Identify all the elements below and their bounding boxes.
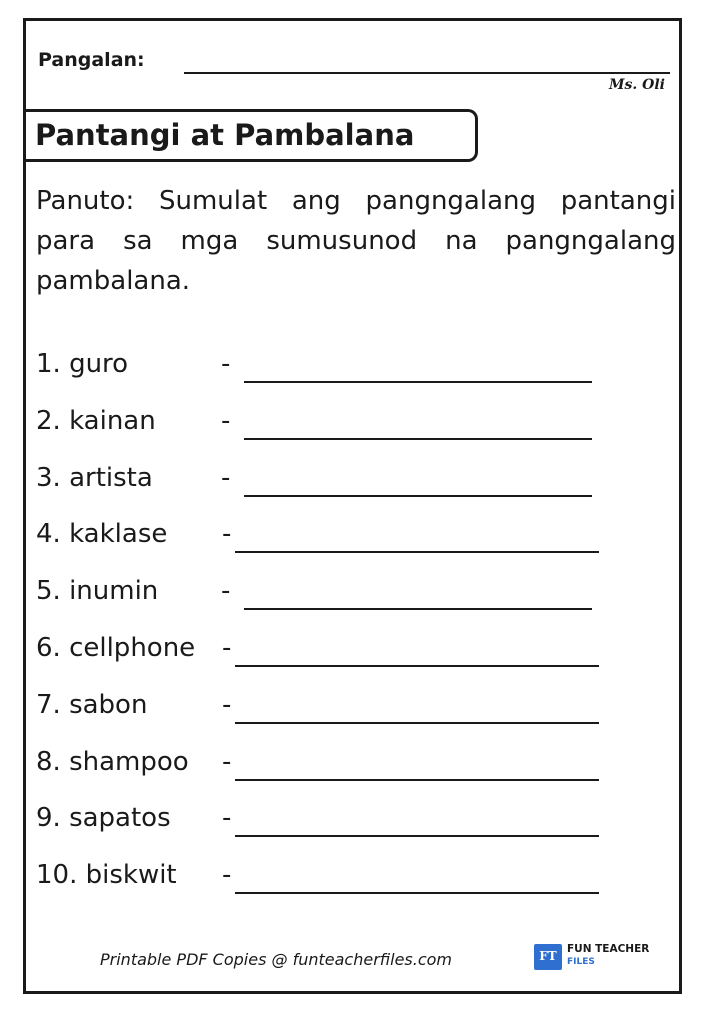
instructions: Panuto: Sumulat ang pangngalang pantangi para sa mga sumusunod na pangngalang pambalana. bbox=[36, 186, 676, 296]
item-label: 5. inumin bbox=[36, 576, 159, 607]
item-label: 8. shampoo bbox=[36, 746, 189, 777]
item-label: 7. sabon bbox=[36, 689, 148, 720]
item-label: 9. sapatos bbox=[36, 803, 171, 834]
item-label: 10. biskwit bbox=[36, 860, 177, 891]
item-dash: - bbox=[222, 803, 232, 834]
item-label: 6. cellphone bbox=[36, 632, 196, 663]
item-dash: - bbox=[221, 576, 231, 607]
item-label: 3. artista bbox=[36, 462, 153, 493]
answer-line bbox=[244, 381, 592, 383]
item-dash: - bbox=[222, 746, 232, 777]
answer-line bbox=[235, 779, 599, 781]
answer-line bbox=[244, 438, 592, 440]
item-dash: - bbox=[222, 632, 232, 663]
logo-mark bbox=[534, 944, 562, 970]
list-item bbox=[36, 400, 656, 457]
list-item bbox=[36, 343, 656, 400]
name-blank-line bbox=[184, 72, 670, 74]
list-item bbox=[36, 457, 656, 514]
logo-name-line2: FILES bbox=[567, 957, 595, 967]
name-label: Pangalan: bbox=[38, 49, 145, 71]
logo-name-line1: FUN TEACHER bbox=[567, 943, 650, 955]
worksheet-page bbox=[23, 18, 682, 994]
answer-line bbox=[235, 892, 599, 894]
logo-mark-text: FT bbox=[539, 949, 557, 963]
list-item bbox=[36, 854, 656, 911]
answer-line bbox=[235, 835, 599, 837]
item-list bbox=[36, 343, 656, 911]
answer-line bbox=[244, 495, 592, 497]
item-dash: - bbox=[221, 349, 231, 379]
worksheet-title: Pantangi at Pambalana bbox=[35, 118, 415, 152]
list-item bbox=[36, 627, 656, 684]
list-item bbox=[36, 513, 656, 570]
footer-text: Printable PDF Copies @ funteacherfiles.com bbox=[100, 950, 453, 969]
answer-line bbox=[244, 608, 592, 610]
answer-line bbox=[235, 551, 599, 553]
answer-line bbox=[235, 665, 599, 667]
list-item bbox=[36, 797, 656, 854]
item-dash: - bbox=[221, 462, 231, 493]
item-dash: - bbox=[221, 405, 231, 436]
item-dash: - bbox=[222, 519, 232, 550]
item-dash: - bbox=[222, 860, 232, 891]
list-item bbox=[36, 741, 656, 798]
item-label: 2. kainan bbox=[36, 405, 156, 436]
fun-teacher-files-logo bbox=[534, 941, 652, 973]
title-box bbox=[23, 109, 478, 162]
name-row bbox=[38, 49, 662, 79]
item-label: 4. kaklase bbox=[36, 519, 168, 550]
item-dash: - bbox=[222, 689, 232, 720]
author-signature: Ms. Oli bbox=[609, 77, 665, 93]
answer-line bbox=[235, 722, 599, 724]
item-label: 1. guro bbox=[36, 349, 129, 379]
list-item bbox=[36, 570, 656, 627]
list-item bbox=[36, 684, 656, 741]
